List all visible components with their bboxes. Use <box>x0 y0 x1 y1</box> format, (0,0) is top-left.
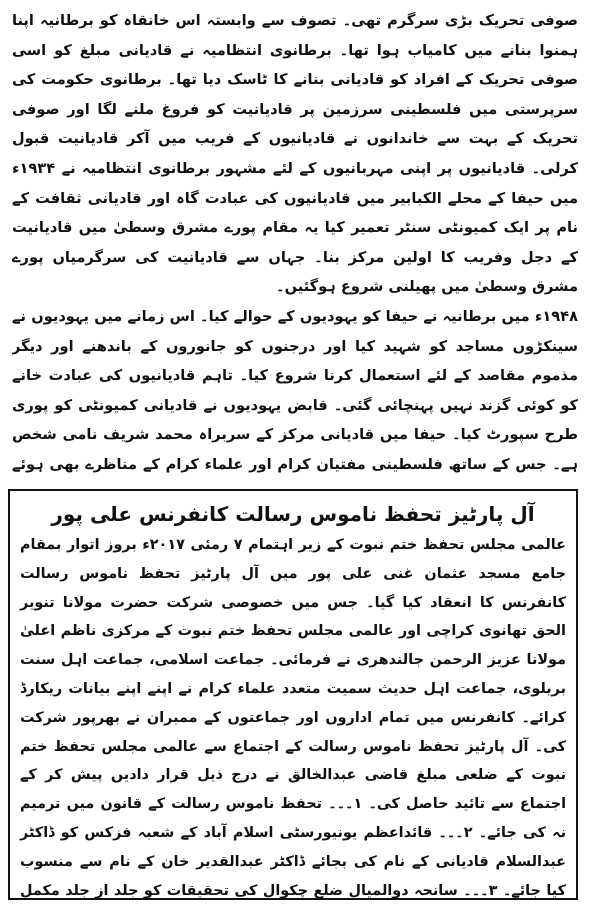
conference-title: آل پارٹیز تحفظ ناموس رسالت کانفرنس علی پور <box>51 502 535 526</box>
article-paragraph-2-text: ۱۹۴۸ء میں برطانیہ نے حیفا کو یہودیوں کے حوالے کیا۔ اس زمانے میں یہودیوں نے سینکڑوں مساجد کو شہید کیا اور درجنوں کو جانوروں کے باندھنے اور دیگر مذموم مقاصد کے لئے استعمال کرنا شروع کیا۔ تاہم قادیانیوں کی عبادت خانے کو کوئی گزند نہیں پہنچائی گئی۔ قابض یہودیوں نے قادیانی کمیونٹی کو پوری طرح سپورٹ کیا۔ حیفا میں قادیانی مرکز کے سربراہ محمد شریف نامی شخص ہے۔ جس کے ساتھ فلسطینی مفتیان کرام اور علماء کرام کے مناظرے بھی ہوئے <box>12 307 578 473</box>
article-section <box>12 6 578 486</box>
article-paragraph-1: صوفی تحریک بڑی سرگرم تھی۔ تصوف سے وابستہ اس خانقاہ کو برطانیہ اپنا ہمنوا بنانے میں کامیاب ہوا تھا۔ برطانوی انتظامیہ نے قادیانی مبلغ کو اسی صوفی تحریک کے افراد کو قادیانی بنانے کا ٹاسک دیا تھا۔ برطانوی حکومت کی سرپرستی میں فلسطینی سرزمین پر قادیانیت کو فروغ ملنے لگا اور صوفی تحریک کے بہت سے خاندانوں نے قادیانیوں کے فریب میں آکر قادیانیت قبول کرلی۔ قادیانیوں پر اپنی مہربانیوں کے لئے مشہور برطانوی انتظامیہ نے ۱۹۳۴ء میں حیفا کے محلے الکبابیر میں قادیانیوں کی عبادت گاہ اور قادیانی ثقافت کے نام پر ایک کمیونٹی سنٹر تعمیر کیا یہ مقام پورے مشرق وسطیٰ میں قادیانیت کے دجل وفریب کا اولین مرکز بنا۔ جہاں سے قادیانیت کی سرگرمیاں پورے مشرق وسطیٰ میں پھیلنی شروع ہوگئیں۔ <box>12 12 578 296</box>
article-paragraph-2 <box>12 302 578 486</box>
conference-report-box <box>8 489 578 900</box>
conference-body: عالمی مجلس تحفظ ختم نبوت کے زیر اہتمام ۷ رمئی ۲۰۱۷ء بروز اتوار بمقام جامع مسجد عثمان غنی علی پور میں آل پارٹیز تحفظ ناموس رسالت کانفرنس کا انعقاد کیا گیا۔ جس میں خصوصی شرکت حضرت مولانا تنویر الحق تھانوی کراچی اور عالمی مجلس تحفظ ختم نبوت کے مرکزی ناظم اعلیٰ مولانا عزیز الرحمن جالندھری نے فرمائی۔ جماعت اسلامی، جماعت اہل سنت بریلوی، جماعت اہل حدیث سمیت متعدد علماء کرام نے اپنے اپنے بیانات ریکارڈ کرائے۔ کانفرنس میں تمام اداروں اور جماعتوں کے ممبران نے بھرپور شرکت کی۔ آل پارٹیز تحفظ ناموس رسالت کے اجتماع سے عالمی مجلس تحفظ ختم نبوت کے ضلعی مبلغ قاضی عبدالخالق نے درج ذیل قرار دادیں پیش کر کے اجتماع سے تائید حاصل کی۔ ۱۔۔۔ تحفظ ناموس رسالت کے قانون میں ترمیم نہ کی جائے۔ ۲۔۔۔ قائداعظم یونیورسٹی اسلام آباد کے شعبہ فزکس کو ڈاکٹر عبدالسلام قادیانی کے نام کی بجائے ڈاکٹر عبدالقدیر خان کے نام سے منسوب کیا جائے۔ ۳۔۔۔ سانحہ دوالمیال ضلع چکوال کی تحقیقات کو جلد از جلد مکمل <box>20 537 566 899</box>
